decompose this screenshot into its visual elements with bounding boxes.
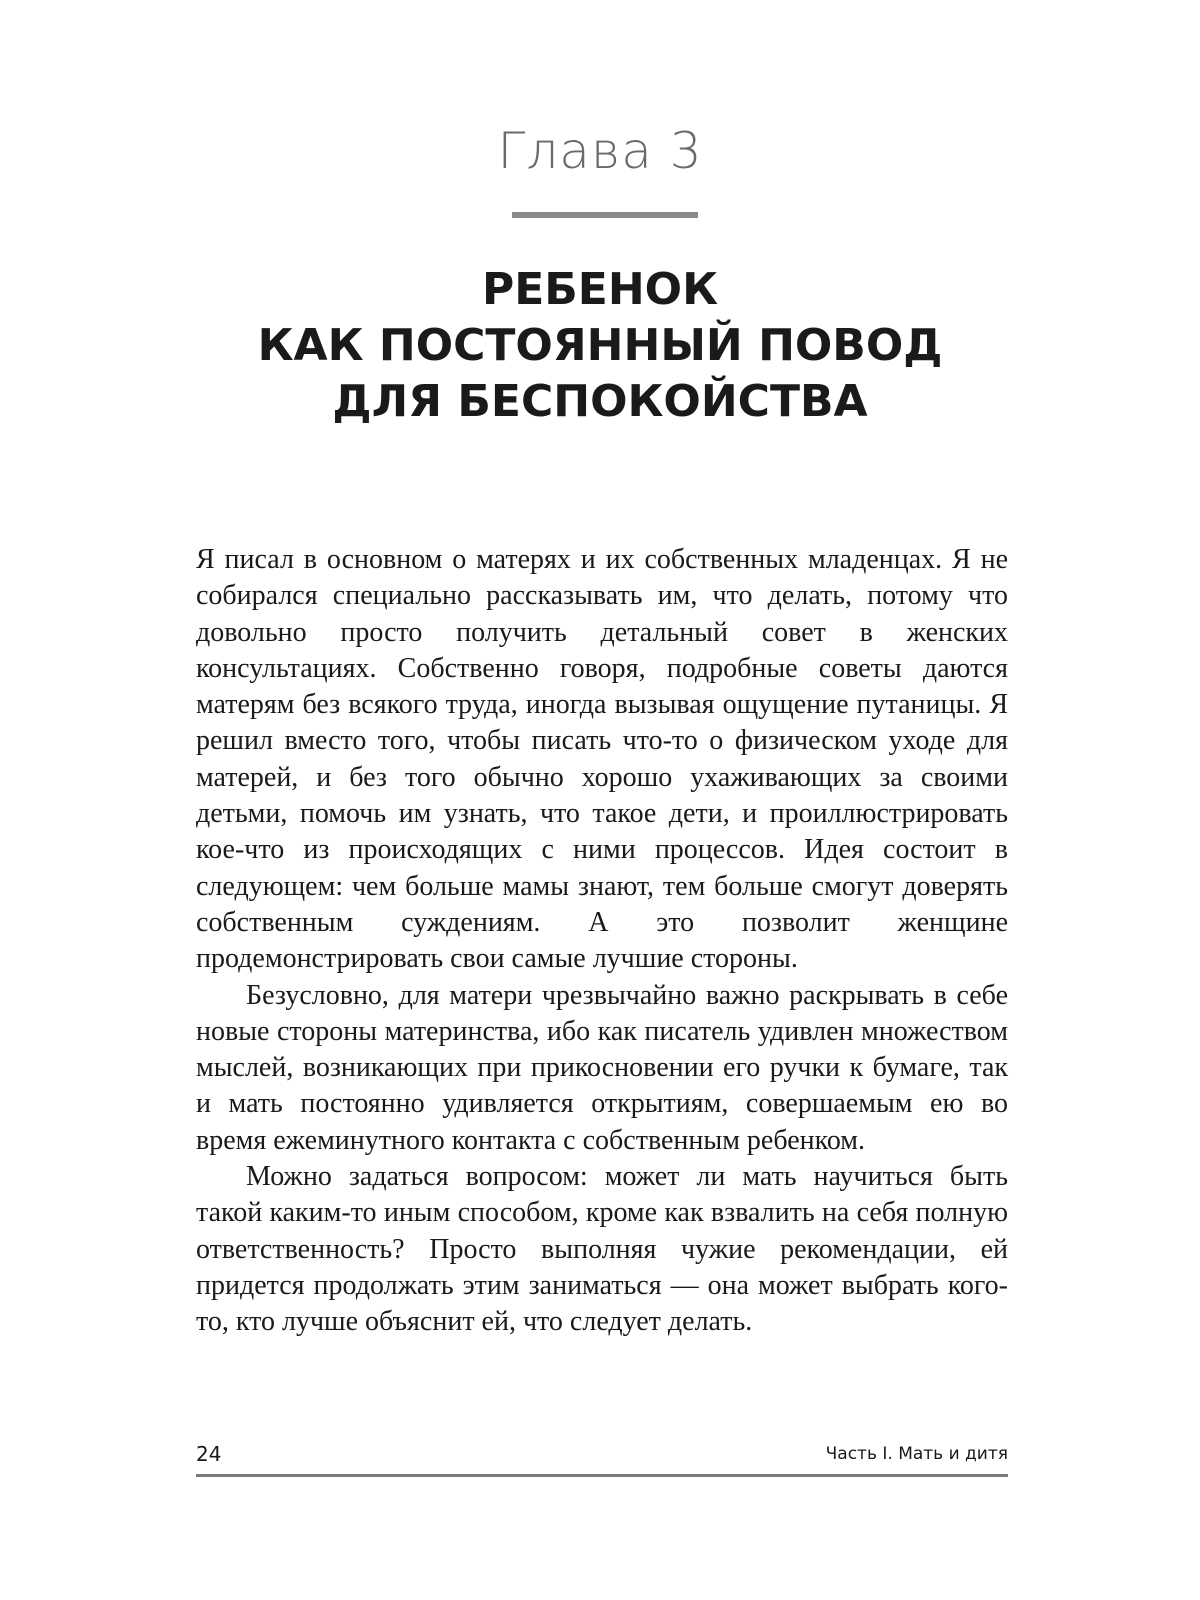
paragraph: Безусловно, для матери чрезвычайно важно раскрывать в себе новые стороны материнства, ибо как писатель удивлен множеством мыслей, возникающих при прикосновении его ручки к бумаге, так и мать постоянно удивляется открытиям, совершаемым ею во время ежеминутного контакта с собственным ребенком. — [196, 979, 1008, 1156]
page-number: 24 — [196, 1442, 222, 1466]
chapter-title-line: ДЛЯ БЕСПОКОЙСТВА — [332, 376, 868, 427]
chapter-title-line: КАК ПОСТОЯННЫЙ ПОВОД — [257, 320, 943, 371]
running-head: Часть I. Мать и дитя — [825, 1444, 1008, 1464]
footer-divider — [196, 1474, 1008, 1477]
chapter-title — [150, 262, 1050, 430]
page-footer — [196, 1442, 1008, 1472]
chapter-number: Глава 3 — [497, 122, 703, 180]
chapter-title-line: РЕБЕНОК — [481, 264, 719, 315]
body-text — [196, 542, 1008, 1341]
paragraph: Я писал в основном о матерях и их собственных младенцах. Я не собирался специально рассказывать им, что делать, потому что довольно просто получить детальный совет в женских консультациях. Собственно говоря, подробные советы даются матерям без всякого труда, иногда вызывая ощущение путаницы. Я решил вместо того, чтобы писать что-то о физическом уходе для матерей, и без того обычно хорошо ухаживающих за своими детьми, помочь им узнать, что такое дети, и проиллюстрировать кое-что из происходящих с ними процессов. Идея состоит в следующем: чем больше мамы знают, тем больше смогут доверять собственным суждениям. А это позволит женщине продемонстрировать свои самые лучшие стороны. — [196, 544, 1008, 975]
chapter-divider — [512, 212, 698, 218]
paragraph: Можно задаться вопросом: может ли мать научиться быть такой каким-то иным способом, кроме как взвалить на себя полную ответственность? Просто выполняя чужие рекомендации, ей придется продолжать этим заниматься — она может выбрать кого-то, кто лучше объяснит ей, что следует делать. — [196, 1161, 1008, 1338]
